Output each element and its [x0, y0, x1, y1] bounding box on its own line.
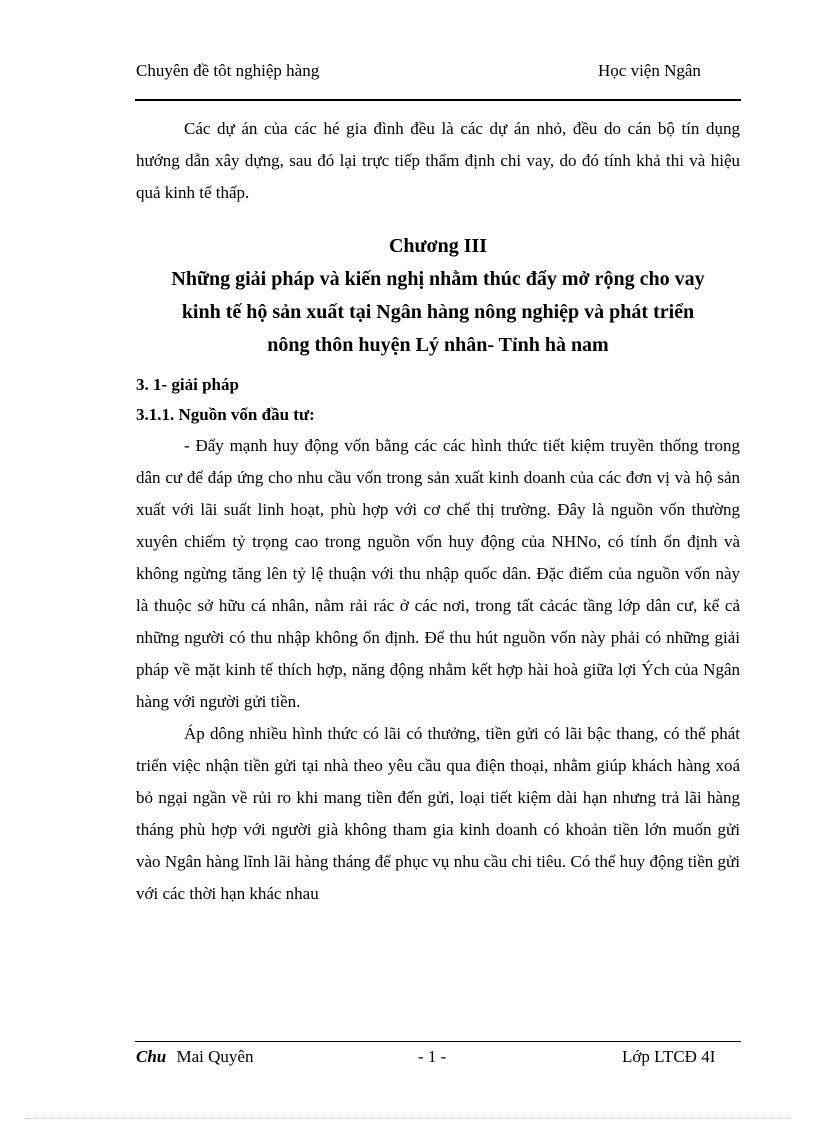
chapter-title-line-2: kinh tế hộ sản xuất tại Ngân hàng nông nghiệp và phát triển — [181, 301, 695, 323]
page-number: - 1 - — [418, 1047, 447, 1066]
footer-rule — [135, 1041, 741, 1042]
page-bottom-dotted-line — [24, 1118, 792, 1119]
footer-author-name: Mai Quyên — [176, 1047, 254, 1066]
chapter-title-line-1: Những giải pháp và kiến nghị nhằm thúc đẩy mở rộng cho vay — [171, 268, 705, 290]
chapter-label: Chương III — [388, 235, 488, 257]
footer-class: Lớp LTCĐ 4I — [622, 1047, 716, 1066]
signature-mark: Chu — [136, 1047, 167, 1066]
footer-author — [136, 1046, 253, 1068]
paragraph-deposit-forms: Áp dông nhiều hình thức có lãi có thưởng, tiền gửi có lãi bậc thang, có thể phát triển việc nhận tiền gửi tại nhà theo yêu cầu qua điện thoại, nhằm giúp khách hàng xoá bỏ ngại ngần về rủi ro khi mang tiền đến gửi, loại tiết kiệm dài hạn nhưng trả lãi hàng tháng phù hợp với người già không tham gia kinh doanh có khoản tiền lớn muốn gửi vào Ngân hàng lĩnh lãi hàng tháng để phục vụ nhu cầu chi tiêu. Có thể huy động tiền gửi với các thời hạn khác nhau — [136, 724, 740, 903]
intro-paragraph: Các dự án của các hé gia đình đều là các dự án nhỏ, đều do cán bộ tín dụng hướng dẫn xây dựng, sau đó lại trực tiếp thẩm định chi vay, do đó tính khả thi và hiệu quả kinh tế thấp. — [136, 119, 740, 202]
header-left-text: Chuyên đề tôt nghiệp hàng — [136, 61, 320, 80]
header-right-text: Học viện Ngân — [598, 61, 701, 80]
section-heading-3-1: 3. 1- giải pháp — [136, 375, 239, 394]
paragraph-funding: - Đẩy mạnh huy động vốn bằng các các hình thức tiết kiệm truyền thống trong dân cư để đáp ứng cho nhu cầu vốn trong sản xuất kinh doanh của các đơn vị và hộ sản xuất với lãi suất linh hoạt, phù hợp với cơ chế thị trường. Đây là nguồn vốn thường xuyên chiếm tỷ trọng cao trong nguồn vốn huy động của NHNo, có tính ổn định và không ngừng tăng lên tỷ lệ thuận với thu nhập quốc dân. Đặc điểm của nguồn vốn này là thuộc sở hữu cá nhân, nằm rải rác ở các nơi, trong tất cảcác tầng lớp dân cư, kể cả những người có thu nhập không ổn định. Để thu hút nguồn vốn này phải có những giải pháp về mặt kinh tế thích hợp, năng động nhằm kết hợp hài hoà giữa lợi Ých của Ngân hàng với người gửi tiền. — [136, 436, 740, 711]
header-rule — [135, 99, 741, 101]
chapter-title-line-3: nông thôn huyện Lý nhân- Tỉnh hà nam — [267, 334, 609, 356]
section-heading-3-1-1: 3.1.1. Nguồn vốn đầu tư: — [136, 405, 315, 424]
document-body — [136, 113, 740, 910]
